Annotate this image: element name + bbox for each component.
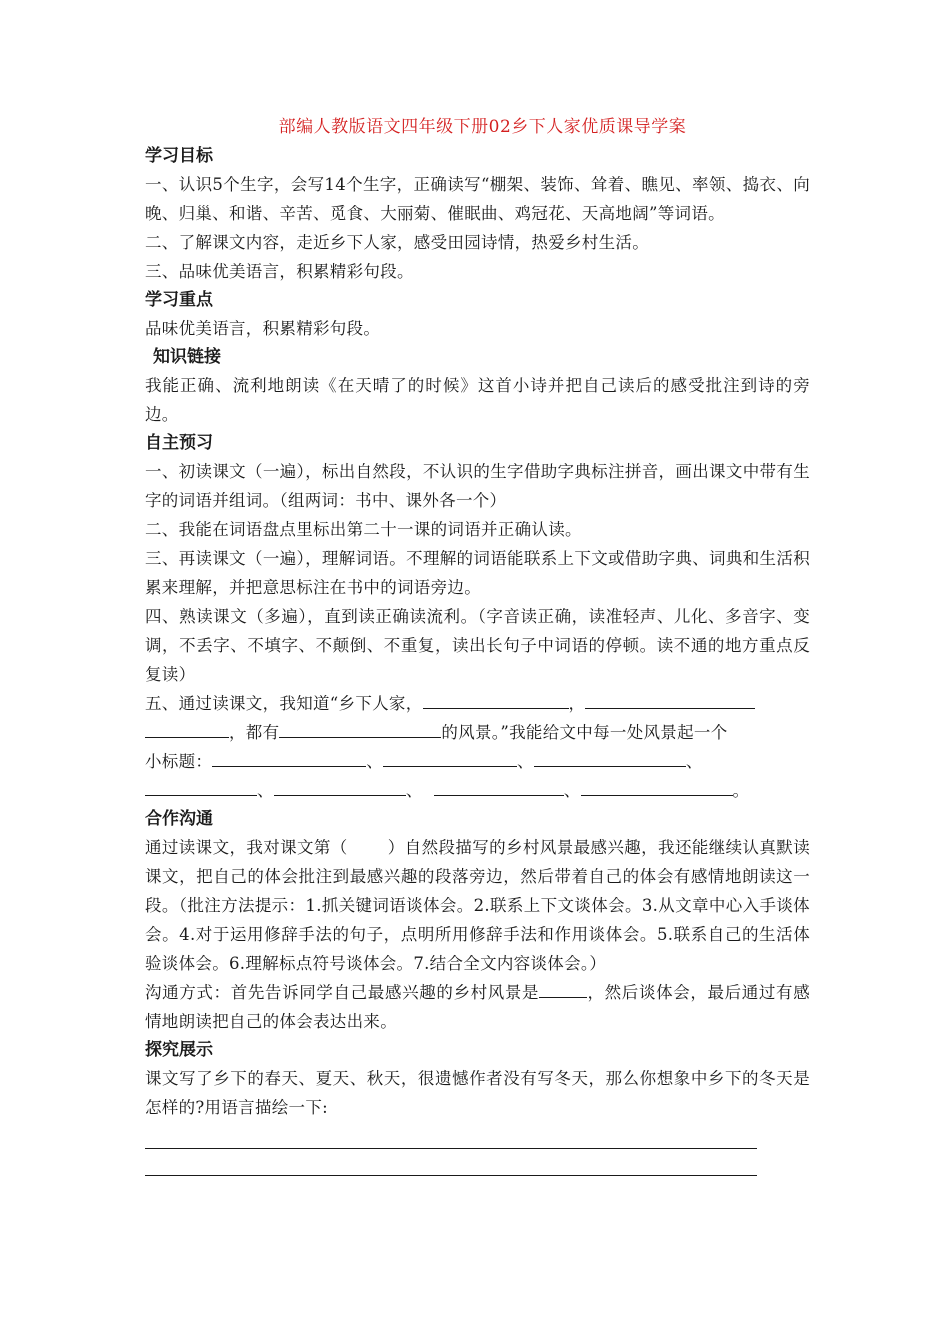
preview-item-5-text-a: 五、通过读课文，我知道“乡下人家， <box>145 694 423 713</box>
comma-text: ， <box>568 694 586 713</box>
document-title: 部编人教版语文四年级下册02乡下人家优质课导学案 <box>278 117 687 137</box>
separator: 、 <box>405 781 423 800</box>
fill-blank[interactable] <box>383 748 517 767</box>
fill-blank[interactable] <box>212 748 366 767</box>
separator: 、 <box>563 781 581 800</box>
preview-item-4: 四、熟读课文（多遍），直到读正确读流利。（字音读正确，读准轻声、儿化、多音字、变调，不丢字、不填字、不颠倒、不重复，读出长句子中词语的停顿。读不通的地方重点反复读） <box>145 607 810 684</box>
separator: 、 <box>257 781 274 800</box>
goals-item-2: 二、了解课文内容，走近乡下人家，感受田园诗情，热爱乡村生活。 <box>145 233 649 252</box>
fill-blank[interactable] <box>145 777 257 796</box>
preview-heading: 自主预习 <box>145 433 213 453</box>
link-heading: 知识链接 <box>153 347 221 367</box>
fill-blank[interactable] <box>145 719 229 738</box>
fill-blank[interactable] <box>534 748 686 767</box>
cooperate-text <box>145 833 810 978</box>
explore-text: 课文写了乡下的春天、夏天、秋天，很遗憾作者没有写冬天，那么你想象中乡下的冬天是怎样的?用语言描绘一下: <box>145 1069 810 1117</box>
answer-line[interactable] <box>145 1149 757 1176</box>
fill-blank[interactable] <box>423 690 569 709</box>
fill-blank[interactable] <box>279 719 441 738</box>
cooperate-method <box>145 978 810 1036</box>
separator: 、 <box>685 752 703 771</box>
separator: 、 <box>517 752 534 771</box>
preview-item-3: 三、再读课文（一遍），理解词语。不理解的词语能联系上下文或借助字典、词典和生活积累来理解，并把意思标注在书中的词语旁边。 <box>145 549 810 597</box>
cooperate-text-b: ）自然段描写的乡村风景最感兴趣，我还能继续认真默读课文，把自己的体会批注到最感兴趣的段落旁边，然后带着自己的体会有感情地朗读这一段。（批注方法提示：1.抓关键词语谈体会。2.联系上下文谈体会。3.从文章中心入手谈体会。4.对于运用修辞手法的句子，点明所用修辞手法和作用谈体会。5.联系自己的生活体验谈体会。6.理解标点符号谈体会。7.结合全文内容谈体会。） <box>145 838 810 973</box>
cooperate-method-b: ，然后谈体会，最后通过有感情地朗读把自己的体会表达出来。 <box>145 983 810 1031</box>
fill-blank[interactable] <box>539 979 587 998</box>
answer-line[interactable] <box>145 1122 757 1149</box>
goals-item-3: 三、品味优美语言，积累精彩句段。 <box>145 262 414 281</box>
fill-blank[interactable] <box>585 690 755 709</box>
cooperate-method-a: 沟通方式：首先告诉同学自己最感兴趣的乡村风景是 <box>145 983 540 1002</box>
period: 。 <box>732 781 750 800</box>
preview-item-2: 二、我能在词语盘点里标出第二十一课的词语并正确认读。 <box>145 520 582 539</box>
cooperate-text-a: 通过读课文，我对课文第（ <box>145 838 348 857</box>
preview-item-5-text-d: 的风景。”我能给文中每一处风景起一个 <box>441 723 728 742</box>
goals-heading: 学习目标 <box>145 146 213 166</box>
preview-item-1: 一、初读课文（一遍），标出自然段，不认识的生字借助字典标注拼音，画出课文中带有生字的词语并组词。（组两词：书中、课外各一个） <box>145 462 810 510</box>
fill-blank[interactable] <box>434 777 564 796</box>
focus-text: 品味优美语言，积累精彩句段。 <box>145 319 381 338</box>
separator: 、 <box>366 752 384 771</box>
document-page <box>145 112 810 1176</box>
goals-item-1: 一、认识5个生字，会写14个生字，正确读写“棚架、装饰、耸着、瞧见、率领、捣衣、向晚、归巢、和谐、辛苦、觅食、大丽菊、催眠曲、鸡冠花、天高地阔”等词语。 <box>145 175 810 223</box>
explore-heading: 探究展示 <box>145 1040 213 1060</box>
subtitle-label: 小标题： <box>145 752 213 771</box>
fill-blank[interactable] <box>274 777 406 796</box>
preview-item-5 <box>145 689 810 805</box>
fill-blank[interactable] <box>581 777 733 796</box>
focus-heading: 学习重点 <box>145 290 213 310</box>
preview-item-5-text-c: ，都有 <box>229 723 280 742</box>
link-text: 我能正确、流利地朗读《在天晴了的时候》这首小诗并把自己读后的感受批注到诗的旁边。 <box>145 376 810 424</box>
cooperate-heading: 合作沟通 <box>145 809 213 829</box>
